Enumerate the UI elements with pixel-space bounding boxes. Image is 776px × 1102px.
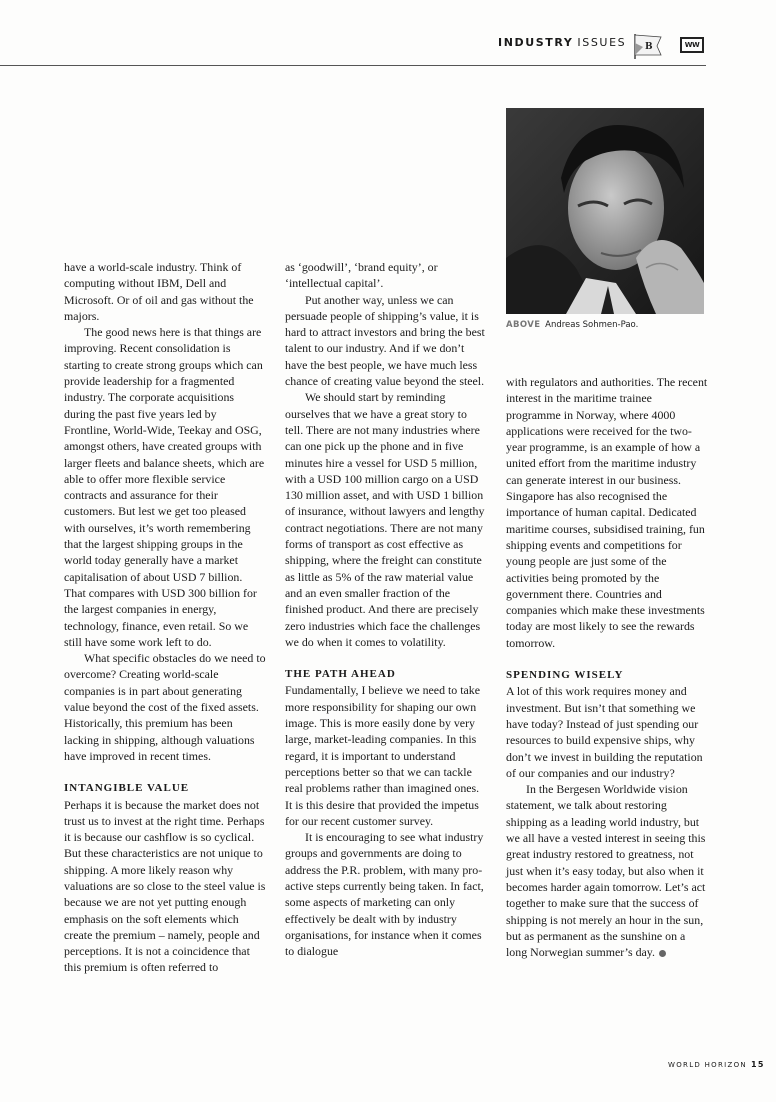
flag-logo-icon (633, 33, 663, 59)
paragraph: Put another way, unless we can persuade people of shipping’s value, it is hard to attract investors and bring the best talent to our industry. And if we don’t have the best people, we have much less chance of creating value beyond the steel. (285, 292, 485, 389)
portrait-photo (506, 108, 704, 314)
paragraph: have a world-scale industry. Think of computing without IBM, Dell and Microsoft. Or of oil and gas without the majors. (64, 260, 254, 323)
caption-text: Andreas Sohmen-Pao. (545, 320, 639, 330)
subheading-intangible-value: INTANGIBLE VALUE (64, 782, 190, 795)
article-column-2 (285, 259, 487, 959)
section-title: INDUSTRY (498, 36, 574, 49)
end-of-article-icon (659, 950, 666, 957)
paragraph-text: In the Bergesen Worldwide vision statement, we talk about restoring shipping as a leading world industry, but we all have a vested interest in seeing this great industry restored to greatness, not just when it’s easy today, but also when it becomes harder again tomorrow. Let’s act together to make sure that the success of shipping is not merely an hour in the sun, but as permanent as the sunshine on a long Norwegian summer’s day. (506, 782, 706, 960)
paragraph: as ‘goodwill’, ‘brand equity’, or ‘intellectual capital’. (285, 260, 438, 291)
paragraph: with regulators and authorities. The recent interest in the maritime trainee programme in Norway, where 4000 applications were received for the two-year programme, is an example of how a united effort from the maritime industry can generate interest in our business. Singapore has also recognised the importance of human capital. Dedicated maritime courses, subsidised training, fun shipping events and competitions for young people are just some of the activities being promoted by the government there. Countries and companies which make these investments today are most likely to see the rewards tomorrow. (506, 375, 708, 650)
header-divider (0, 65, 706, 66)
paragraph: Perhaps it is because the market does not trust us to invest at the right time. Perhaps it is because our cashflow is so cyclical. But these characteristics are not unique to shipping. A more likely reason why valuations are so close to the steel value is because we are not yet putting enough emphasis on the soft elements which create the premium – namely, people and perceptions. It is not a coincidence that this premium is often referred to (64, 797, 266, 975)
paragraph-last (506, 781, 708, 960)
magazine-badge-text: WW (684, 41, 700, 49)
section-subtitle: ISSUES (577, 36, 627, 49)
paragraph: The good news here is that things are improving. Recent consolidation is starting to create strong groups which can provide leadership for a fragmented industry. The corporate acquisitions during the past five years led by Frontline, World-Wide, Teekay and OSG, amongst others, have created groups with larger fleets and balance sheets, which are able to offer more flexible service contracts and assurance for their customers. But lest we get too pleased with ourselves, it’s worth remembering that the largest shipping groups in the world today generally have a market capitalisation of about USD 7 billion. That compares with USD 300 billion for the largest companies in energy, technology, finance, even retail. So we still have some work left to do. (64, 325, 265, 649)
svg-text:B: B (645, 42, 653, 52)
paragraph: A lot of this work requires money and investment. But isn’t that something we have today? Instead of just spending our resources to build expensive ships, why don’t we invest in building the reputation of our companies and our industry? (506, 684, 703, 780)
photo-caption (506, 320, 704, 330)
magazine-name: WORLD HORIZON (668, 1061, 747, 1069)
paragraph: Fundamentally, I believe we need to take more responsibility for shaping our own image. This is more easily done by very large, market-leading companies. In this regard, it is important to understand perceptions better so that we can tackle real problems rather than imagined ones. It is this desire that provided the impetus for our recent customer survey. (285, 683, 481, 828)
paragraph: We should start by reminding ourselves that we have a great story to tell. There are not many industries where can one pick up the phone and in five minutes hire a vessel for USD 5 million, with a USD 100 million cargo on a USD 130 million asset, and with USD 1 billion of insurance, without lawyers and lengthy contract negotiations. There are not many forms of transport as cost effective as shipping, where the freight can constitute as little as 5% of the raw material value and an even smaller fraction of the finished product. And there are precisely zero industries which face the challenges we do when it comes to volatility. (285, 390, 485, 649)
paragraph: What specific obstacles do we need to overcome? Creating world-scale companies is in part about generating value beyond the cost of the fixed assets. Historically, this premium has been lacking in shipping, although valuations have improved in recent times. (64, 651, 266, 763)
subheading-spending-wisely: SPENDING WISELY (506, 669, 624, 682)
section-header (498, 36, 626, 56)
article-column-1 (64, 259, 266, 976)
subheading-path-ahead: THE PATH AHEAD (285, 668, 396, 681)
caption-label: ABOVE (506, 320, 541, 330)
page-number: 15 (750, 1060, 765, 1069)
article-column-3 (506, 374, 708, 960)
magazine-badge (680, 37, 704, 53)
paragraph: It is encouraging to see what industry groups and governments are doing to address the P.R. problem, with many pro-active steps currently being taken. In fact, some aspects of marketing can only effectively be dealt with by industry organisations, for instance when it comes to dialogue (285, 830, 484, 959)
page-footer (668, 1060, 765, 1069)
portrait-image (506, 108, 704, 314)
